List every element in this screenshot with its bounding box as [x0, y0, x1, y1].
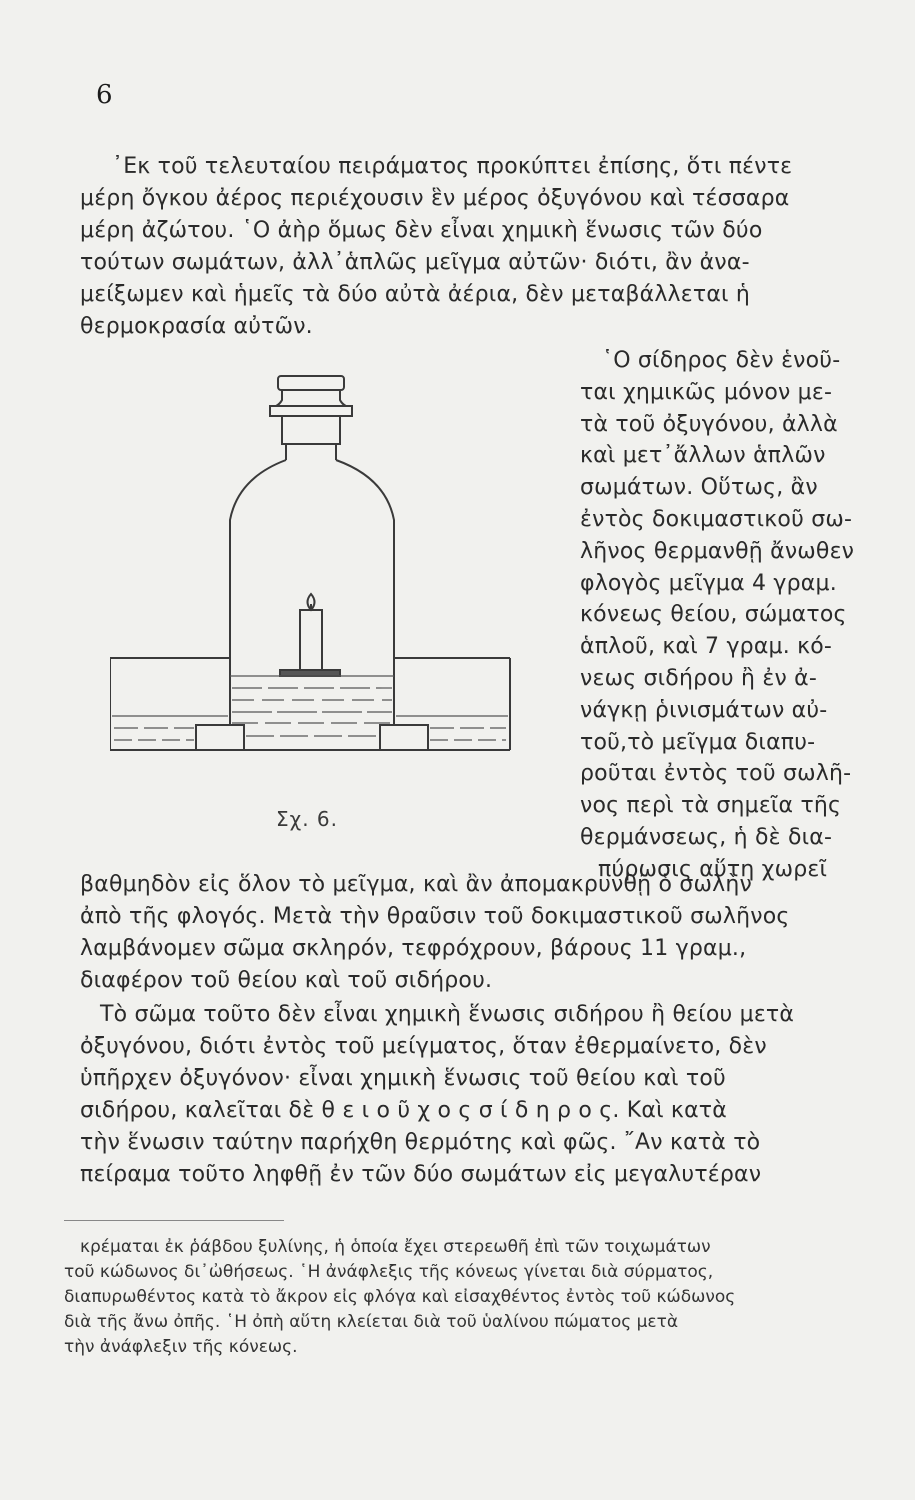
- footnote-line: τοῦ κώδωνος δι᾿ὠθήσεως. ῾Η ἀνάφλεξις τῆς κόνεως γίνεται διὰ σύρματος,: [64, 1262, 714, 1282]
- footnote-line: διαπυρωθέντος κατὰ τὸ ἄκρον εἰς φλόγα καὶ εἰσαχθέντος ἐντὸς τοῦ κώδωνος: [64, 1287, 736, 1307]
- text-line: φλογὸς μεῖγμα 4 γραμ.: [580, 571, 837, 596]
- text-line: μείξωμεν καὶ ἡμεῖς τὰ δύο αὐτὰ ἀέρια, δὲν μεταβάλλεται ἡ: [80, 282, 750, 307]
- text-line: ἐντὸς δοκιμαστικοῦ σω-: [580, 507, 853, 532]
- text-line: πείραμα τοῦτο ληφθῇ ἐν τῶν δύο σωμάτων εἰς μεγαλυτέραν: [80, 1162, 762, 1187]
- text-line: ται χημικῶς μόνον με-: [580, 380, 833, 405]
- text-line: θερμοκρασία αὐτῶν.: [80, 314, 313, 339]
- text-line: διαφέρον τοῦ θείου καὶ τοῦ σιδήρου.: [80, 968, 493, 993]
- text-line: ἁπλοῦ, καὶ 7 γραμ. κό-: [580, 634, 833, 659]
- text-line: ῾Ο σίδηρος δὲν ἑνοῦ-: [602, 348, 841, 373]
- text-line: νάγκῃ ῥινισμάτων αὐ-: [580, 698, 828, 723]
- text-line: πύρωσις αὕτη χωρεῖ: [598, 857, 828, 882]
- text-line: ὑπῆρχεν ὀξυγόνον· εἶναι χημικὴ ἕνωσις τοῦ θείου καὶ τοῦ: [80, 1066, 726, 1091]
- page-number: 6: [96, 80, 113, 110]
- text-line: λαμβάνομεν σῶμα σκληρόν, τεφρόχρουν, βάρους 11 γραμ.,: [80, 936, 747, 961]
- footnote-rule: [64, 1220, 284, 1221]
- footnote-line: διὰ τῆς ἄνω ὀπῆς. ῾Η ὀπὴ αὕτη κλείεται διὰ τοῦ ὑαλίνου πώματος μετὰ: [64, 1312, 679, 1332]
- text-line: κόνεως θείου, σώματος: [580, 602, 847, 627]
- text-line: καὶ μετ᾿ἄλλων ἁπλῶν: [580, 443, 826, 468]
- text-line: ἀπὸ τῆς φλογός. Μετὰ τὴν θραῦσιν τοῦ δοκιμαστικοῦ σωλῆνος: [80, 904, 790, 929]
- bell-jar-figure: [110, 370, 580, 770]
- text-line: τὰ τοῦ ὀξυγόνου, ἀλλὰ: [580, 412, 838, 437]
- text-line: βαθμηδὸν εἰς ὅλον τὸ μεῖγμα, καὶ ἂν ἀπομακρυνθῇ ὁ σωλὴν: [80, 872, 752, 897]
- text-line: σωμάτων. Οὕτως, ἂν: [580, 475, 818, 500]
- text-line: ροῦται ἐντὸς τοῦ σωλῆ-: [580, 761, 852, 786]
- text-line: λῆνος θερμανθῇ ἄνωθεν: [580, 539, 855, 564]
- footnote-line: τὴν ἀνάφλεξιν τῆς κόνεως.: [64, 1337, 298, 1357]
- text-line: νεως σιδήρου ἢ ἐν ἀ-: [580, 666, 817, 691]
- text-line: θερμάνσεως, ἡ δὲ δια-: [580, 825, 833, 850]
- text-line: σιδήρου, καλεῖται δὲ θ ε ι ο ῦ χ ο ς σ ί δ η ρ ο ς. Καὶ κατὰ: [80, 1098, 727, 1123]
- footnote-line: κρέμαται ἐκ ῥάβδου ξυλίνης, ἡ ὁποία ἔχει στερεωθῆ ἐπὶ τῶν τοιχωμάτων: [80, 1237, 711, 1257]
- text-line: μέρη ἀζώτου. ῾Ο ἀὴρ ὅμως δὲν εἶναι χημικὴ ἕνωσις τῶν δύο: [80, 218, 763, 243]
- text-line: νος περὶ τὰ σημεῖα τῆς: [580, 793, 842, 818]
- text-line: τοῦ,τὸ μεῖγμα διαπυ-: [580, 730, 816, 755]
- text-line: Τὸ σῶμα τοῦτο δὲν εἶναι χημικὴ ἕνωσις σιδήρου ἢ θείου μετὰ: [100, 1002, 795, 1027]
- text-line: ᾿Εκ τοῦ τελευταίου πειράματος προκύπτει ἐπίσης, ὅτι πέντε: [112, 154, 793, 179]
- text-line: τὴν ἕνωσιν ταύτην παρήχθη θερμότης καὶ φῶς. ῎Αν κατὰ τὸ: [80, 1130, 761, 1155]
- figure-caption: Σχ. 6.: [276, 807, 338, 831]
- text-line: ὀξυγόνου, διότι ἐντὸς τοῦ μείγματος, ὅταν ἐθερμαίνετο, δὲν: [80, 1034, 767, 1059]
- text-line: μέρη ὄγκου ἀέρος περιέχουσιν ἓν μέρος ὀξυγόνου καὶ τέσσαρα: [80, 186, 790, 211]
- text-line: τούτων σωμάτων, ἀλλ᾿ἁπλῶς μεῖγμα αὐτῶν· διότι, ἂν ἀνα-: [80, 250, 750, 275]
